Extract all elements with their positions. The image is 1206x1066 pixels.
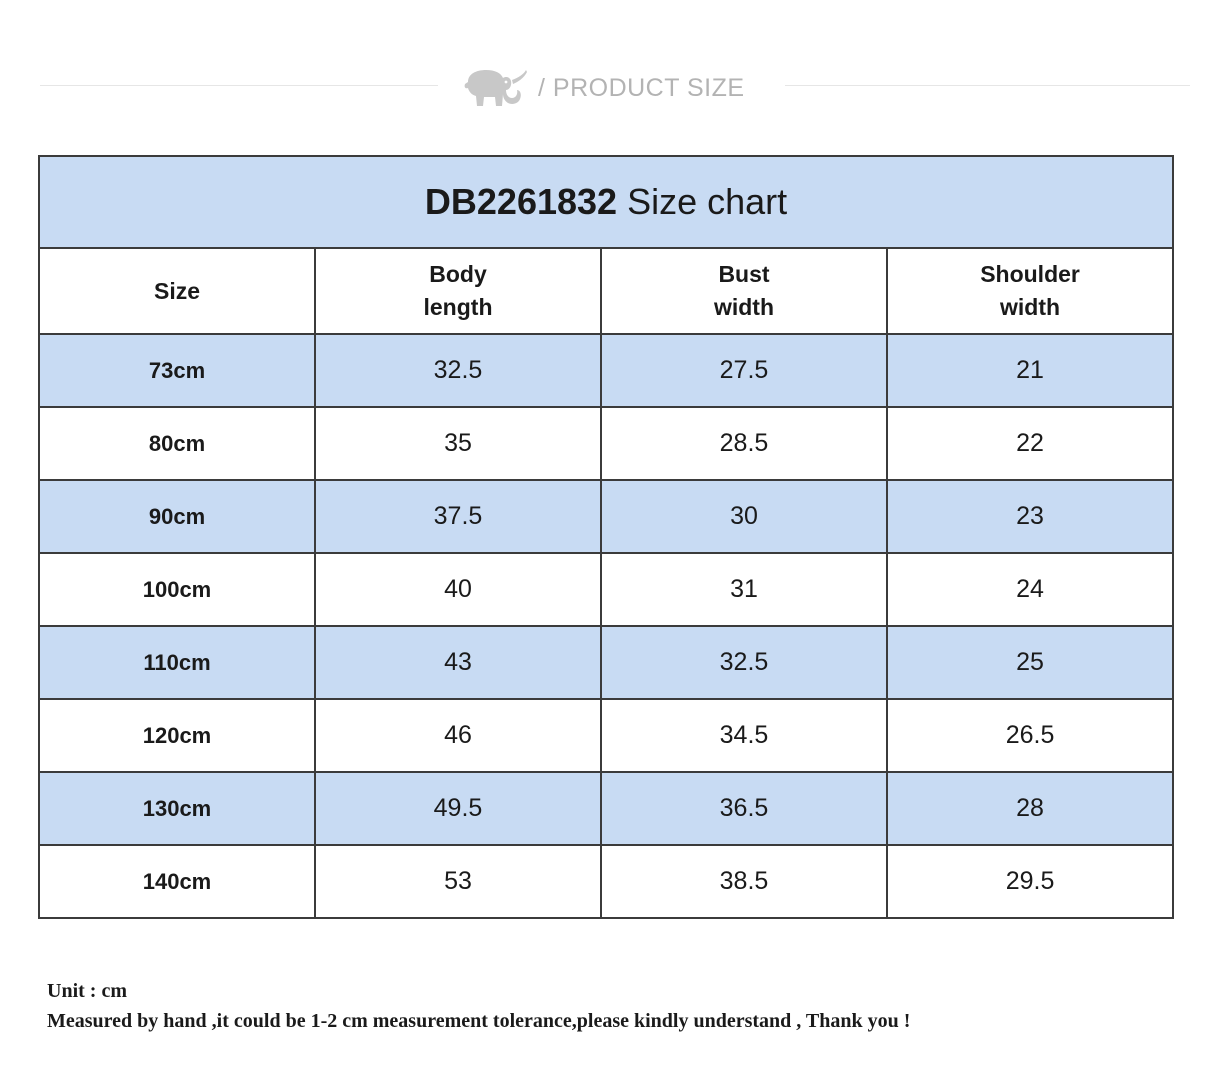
column-header-line2: width [713, 294, 775, 320]
shoulder-width-cell: 26.5 [887, 699, 1173, 772]
bust-width-cell: 30 [601, 480, 887, 553]
footer-notes [47, 976, 910, 1036]
body-length-cell: 37.5 [315, 480, 601, 553]
body-length-cell: 53 [315, 845, 601, 918]
column-header-line1: Shoulder [980, 261, 1080, 287]
table-row [39, 845, 1173, 918]
body-length-cell: 35 [315, 407, 601, 480]
column-header-body-length [315, 248, 601, 334]
header-divider-left [40, 85, 438, 86]
unit-note: Unit : cm [47, 980, 127, 1002]
body-length-cell: 43 [315, 626, 601, 699]
section-header [462, 66, 745, 110]
column-header-line1: Bust [718, 261, 770, 287]
bust-width-cell: 36.5 [601, 772, 887, 845]
shoulder-width-cell: 22 [887, 407, 1173, 480]
column-header-line1: Size [153, 277, 201, 304]
shoulder-width-cell: 23 [887, 480, 1173, 553]
body-length-cell: 46 [315, 699, 601, 772]
measurement-tolerance-note: Measured by hand ,it could be 1-2 cm measurement tolerance,please kindly understand , Thank you ! [47, 1010, 911, 1032]
shoulder-width-cell: 25 [887, 626, 1173, 699]
table-title [39, 156, 1173, 248]
column-header-line2: width [1000, 294, 1061, 320]
size-cell: 120cm [39, 699, 315, 772]
size-cell: 80cm [39, 407, 315, 480]
size-cell: 100cm [39, 553, 315, 626]
table-row [39, 553, 1173, 626]
table-row [39, 699, 1173, 772]
section-header-label: / PRODUCT SIZE [538, 73, 745, 102]
shoulder-width-cell: 29.5 [887, 845, 1173, 918]
bust-width-cell: 31 [601, 553, 887, 626]
size-cell: 110cm [39, 626, 315, 699]
column-header-size [39, 248, 315, 334]
product-code: DB2261832 [424, 181, 618, 222]
size-cell: 90cm [39, 480, 315, 553]
shoulder-width-cell: 28 [887, 772, 1173, 845]
bust-width-cell: 28.5 [601, 407, 887, 480]
size-cell: 130cm [39, 772, 315, 845]
table-row [39, 334, 1173, 407]
header-divider-right [785, 85, 1190, 86]
bust-width-cell: 27.5 [601, 334, 887, 407]
column-header-line1: Body [429, 261, 487, 287]
table-row [39, 407, 1173, 480]
table-row [39, 626, 1173, 699]
size-cell: 140cm [39, 845, 315, 918]
column-header-row [39, 248, 1173, 334]
body-length-cell: 49.5 [315, 772, 601, 845]
column-header-shoulder-width [887, 248, 1173, 334]
shoulder-width-cell: 21 [887, 334, 1173, 407]
bust-width-cell: 38.5 [601, 845, 887, 918]
size-cell: 73cm [39, 334, 315, 407]
size-chart-table [38, 155, 1174, 919]
table-title-suffix: Size chart [617, 181, 788, 222]
table-row [39, 480, 1173, 553]
body-length-cell: 40 [315, 553, 601, 626]
body-length-cell: 32.5 [315, 334, 601, 407]
bust-width-cell: 34.5 [601, 699, 887, 772]
table-title-row [39, 156, 1173, 248]
column-header-line2: length [423, 294, 493, 320]
table-row [39, 772, 1173, 845]
column-header-bust-width [601, 248, 887, 334]
elephant-icon [462, 68, 528, 108]
shoulder-width-cell: 24 [887, 553, 1173, 626]
bust-width-cell: 32.5 [601, 626, 887, 699]
